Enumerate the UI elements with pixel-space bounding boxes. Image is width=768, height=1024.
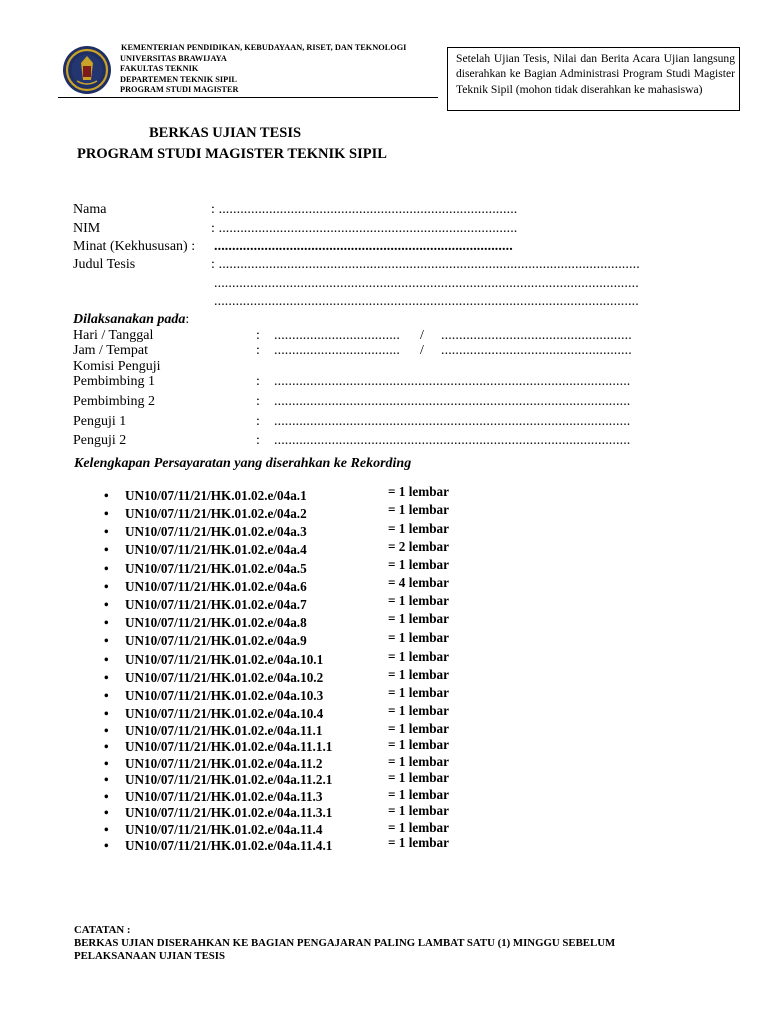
field-judul-line-3[interactable]: ...................................................................................................................... — [214, 294, 639, 309]
requirement-code: UN10/07/11/21/HK.01.02.e/04a.4 — [125, 542, 307, 557]
sep-penguji-2: : — [256, 433, 260, 448]
requirement-code: UN10/07/11/21/HK.01.02.e/04a.2 — [125, 506, 307, 521]
bullet-icon: • — [104, 652, 109, 667]
requirement-quantity: = 1 lembar — [388, 484, 449, 499]
requirement-quantity: = 1 lembar — [388, 630, 449, 645]
field-penguji-1[interactable]: ................................................................................................... — [274, 414, 631, 429]
field-label-nama: Nama — [73, 202, 107, 217]
requirement-quantity: = 1 lembar — [388, 835, 449, 850]
requirement-code: UN10/07/11/21/HK.01.02.e/04a.11.2 — [125, 756, 323, 771]
requirement-quantity: = 1 lembar — [388, 820, 449, 835]
requirement-code: UN10/07/11/21/HK.01.02.e/04a.6 — [125, 579, 307, 594]
requirement-code: UN10/07/11/21/HK.01.02.e/04a.10.4 — [125, 706, 324, 721]
field-hari[interactable]: ................................... — [274, 328, 400, 343]
requirement-code: UN10/07/11/21/HK.01.02.e/04a.10.1 — [125, 652, 324, 667]
sep-pembimbing-1: : — [256, 374, 260, 389]
requirement-quantity: = 1 lembar — [388, 557, 449, 572]
field-nim[interactable]: : ................................................................................... — [211, 221, 518, 236]
university-name: UNIVERSITAS BRAWIJAYA — [120, 53, 227, 63]
field-pembimbing-2[interactable]: ................................................................................................... — [274, 394, 631, 409]
requirement-code: UN10/07/11/21/HK.01.02.e/04a.11.2.1 — [125, 772, 333, 787]
bullet-icon: • — [104, 789, 109, 804]
label-pembimbing-1: Pembimbing 1 — [73, 374, 156, 389]
label-pembimbing-2: Pembimbing 2 — [73, 394, 156, 409]
label-hari-tanggal: Hari / Tanggal — [73, 328, 154, 343]
field-label-judul: Judul Tesis — [73, 257, 136, 272]
field-label-minat: Minat (Kekhususan) : — [73, 239, 196, 254]
bullet-icon: • — [104, 688, 109, 703]
sep-pembimbing-2: : — [256, 394, 260, 409]
faculty-name: FAKULTAS TEKNIK — [120, 64, 199, 73]
university-logo-icon — [62, 45, 112, 95]
label-penguji-1: Penguji 1 — [73, 414, 127, 429]
bullet-icon: • — [104, 542, 109, 557]
requirement-quantity: = 1 lembar — [388, 770, 449, 785]
requirement-quantity: = 1 lembar — [388, 803, 449, 818]
requirement-code: UN10/07/11/21/HK.01.02.e/04a.7 — [125, 597, 307, 612]
bullet-icon: • — [104, 772, 109, 787]
bullet-icon: • — [104, 615, 109, 630]
slash-hari: / — [420, 328, 424, 343]
requirement-quantity: = 1 lembar — [388, 593, 449, 608]
schedule-heading — [73, 312, 189, 328]
schedule-heading-colon: : — [185, 312, 190, 327]
catatan-line-2: PELAKSANAAN UJIAN TESIS — [74, 950, 225, 962]
bullet-icon: • — [104, 579, 109, 594]
bullet-icon: • — [104, 488, 109, 503]
field-judul-line-2[interactable]: ...................................................................................................................... — [214, 276, 639, 291]
bullet-icon: • — [104, 524, 109, 539]
requirement-code: UN10/07/11/21/HK.01.02.e/04a.11.3 — [125, 789, 323, 804]
requirement-quantity: = 1 lembar — [388, 721, 449, 736]
program-name: PROGRAM STUDI MAGISTER — [120, 85, 239, 94]
institution-header — [120, 43, 406, 96]
field-jam[interactable]: ................................... — [274, 343, 400, 358]
field-minat[interactable]: ................................................................................... — [214, 239, 513, 254]
requirement-code: UN10/07/11/21/HK.01.02.e/04a.1 — [125, 488, 307, 503]
field-judul[interactable]: : ..................................................................................................................... — [211, 257, 640, 272]
bullet-icon: • — [104, 805, 109, 820]
sep-penguji-1: : — [256, 414, 260, 429]
requirement-code: UN10/07/11/21/HK.01.02.e/04a.3 — [125, 524, 307, 539]
bullet-icon: • — [104, 670, 109, 685]
bullet-icon: • — [104, 597, 109, 612]
requirement-code: UN10/07/11/21/HK.01.02.e/04a.8 — [125, 615, 307, 630]
bullet-icon: • — [104, 822, 109, 837]
bullet-icon: • — [104, 838, 109, 853]
requirement-code: UN10/07/11/21/HK.01.02.e/04a.9 — [125, 633, 307, 648]
requirement-code: UN10/07/11/21/HK.01.02.e/04a.10.3 — [125, 688, 324, 703]
requirement-quantity: = 1 lembar — [388, 667, 449, 682]
requirement-quantity: = 1 lembar — [388, 685, 449, 700]
bullet-icon: • — [104, 706, 109, 721]
requirement-quantity: = 1 lembar — [388, 703, 449, 718]
submission-note-box: Setelah Ujian Tesis, Nilai dan Berita Acara Ujian langsung diserahkan ke Bagian Administrasi Program Studi Magister Teknik Sipil (mohon tidak diserahkan ke mahasiswa) — [447, 47, 740, 111]
requirement-quantity: = 4 lembar — [388, 575, 449, 590]
requirement-quantity: = 1 lembar — [388, 737, 449, 752]
requirement-code: UN10/07/11/21/HK.01.02.e/04a.11.3.1 — [125, 805, 333, 820]
document-subtitle: PROGRAM STUDI MAGISTER TEKNIK SIPIL — [77, 146, 387, 162]
department-name: DEPARTEMEN TEKNIK SIPIL — [120, 74, 237, 84]
bullet-icon: • — [104, 633, 109, 648]
label-penguji-2: Penguji 2 — [73, 433, 127, 448]
requirement-quantity: = 1 lembar — [388, 754, 449, 769]
requirement-code: UN10/07/11/21/HK.01.02.e/04a.11.1.1 — [125, 739, 333, 754]
bullet-icon: • — [104, 739, 109, 754]
schedule-heading-text: Dilaksanakan pada — [73, 312, 186, 327]
komisi-heading: Komisi Penguji — [73, 359, 161, 374]
requirement-quantity: = 1 lembar — [388, 787, 449, 802]
requirement-code: UN10/07/11/21/HK.01.02.e/04a.11.4.1 — [125, 838, 333, 853]
bullet-icon: • — [104, 756, 109, 771]
requirement-quantity: = 2 lembar — [388, 539, 449, 554]
catatan-line-1: BERKAS UJIAN DISERAHKAN KE BAGIAN PENGAJARAN PALING LAMBAT SATU (1) MINGGU SEBELUM — [74, 937, 616, 949]
field-pembimbing-1[interactable]: ................................................................................................... — [274, 374, 631, 389]
requirement-quantity: = 1 lembar — [388, 649, 449, 664]
bullet-icon: • — [104, 723, 109, 738]
label-jam-tempat: Jam / Tempat — [73, 343, 148, 358]
field-tanggal[interactable]: ..................................................... — [441, 328, 632, 343]
requirement-code: UN10/07/11/21/HK.01.02.e/04a.10.2 — [125, 670, 324, 685]
ministry-name: KEMENTERIAN PENDIDIKAN, KEBUDAYAAN, RISET, DAN TEKNOLOGI — [121, 43, 407, 52]
field-tempat[interactable]: ..................................................... — [441, 343, 632, 358]
bullet-icon: • — [104, 506, 109, 521]
field-nama[interactable]: : ................................................................................... — [211, 202, 518, 217]
requirement-quantity: = 1 lembar — [388, 521, 449, 536]
requirements-heading: Kelengkapan Persayaratan yang diserahkan ke Rekording — [74, 456, 412, 471]
requirement-code: UN10/07/11/21/HK.01.02.e/04a.11.4 — [125, 822, 323, 837]
requirement-quantity: = 1 lembar — [388, 611, 449, 626]
header-divider — [58, 97, 438, 98]
field-label-nim: NIM — [73, 221, 101, 236]
slash-jam: / — [420, 343, 424, 358]
document-title: BERKAS UJIAN TESIS — [149, 125, 302, 141]
bullet-icon: • — [104, 561, 109, 576]
requirement-code: UN10/07/11/21/HK.01.02.e/04a.11.1 — [125, 723, 323, 738]
catatan-label: CATATAN : — [74, 924, 131, 936]
requirement-quantity: = 1 lembar — [388, 502, 449, 517]
field-penguji-2[interactable]: ................................................................................................... — [274, 433, 631, 448]
sep-jam: : — [256, 343, 260, 358]
requirement-code: UN10/07/11/21/HK.01.02.e/04a.5 — [125, 561, 307, 576]
sep-hari: : — [256, 328, 260, 343]
